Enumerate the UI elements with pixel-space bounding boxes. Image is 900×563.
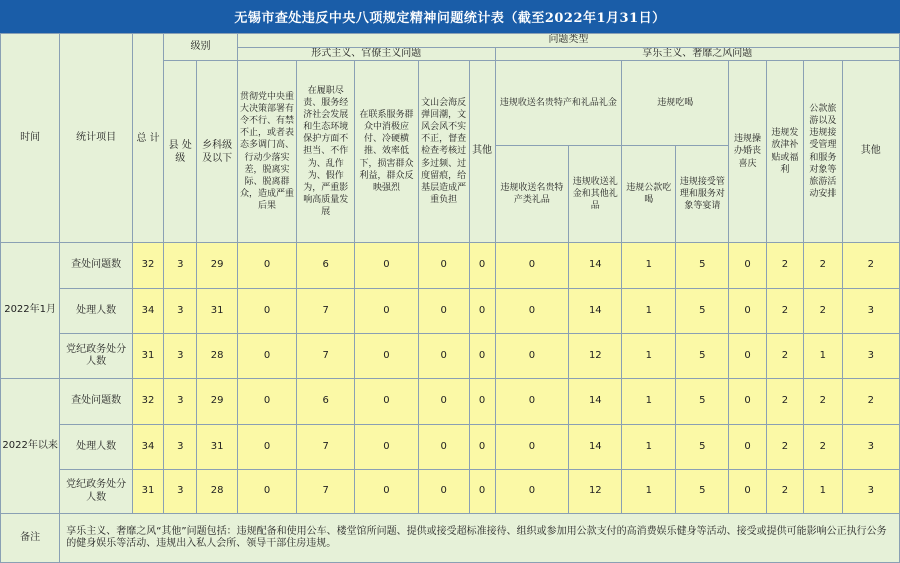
value-cell: 14 (569, 425, 622, 470)
value-cell: 29 (197, 379, 238, 425)
value-cell: 3 (842, 334, 899, 379)
value-cell: 2 (804, 243, 842, 289)
note-label: 备注 (1, 514, 60, 563)
value-cell: 0 (418, 425, 469, 470)
value-cell: 0 (418, 379, 469, 425)
value-cell: 0 (237, 425, 296, 470)
table-row (1, 243, 900, 289)
value-cell: 28 (197, 470, 238, 514)
value-cell: 32 (132, 243, 163, 289)
period-label: 2022年1月 (1, 243, 60, 379)
value-cell: 2 (766, 334, 803, 379)
value-cell: 0 (355, 425, 418, 470)
value-cell: 1 (622, 425, 676, 470)
value-cell: 0 (237, 470, 296, 514)
formalism-col-2: 在履职尽责、服务经济社会发展和生态环境保护方面不担当、不作为、乱作为、假作为，严重影响高质量发展 (297, 61, 355, 243)
value-cell: 7 (297, 470, 355, 514)
table-row (1, 289, 900, 334)
value-cell: 0 (418, 334, 469, 379)
value-cell: 0 (355, 334, 418, 379)
value-cell: 34 (132, 425, 163, 470)
row-label: 党纪政务处分人数 (60, 334, 133, 379)
value-cell: 3 (164, 334, 197, 379)
value-cell: 7 (297, 425, 355, 470)
value-cell: 2 (766, 425, 803, 470)
total-header: 总 计 (132, 34, 163, 243)
value-cell: 0 (418, 470, 469, 514)
value-cell: 0 (469, 243, 495, 289)
county-level-header: 县 处 级 (164, 61, 197, 243)
value-cell: 0 (495, 379, 569, 425)
value-cell: 0 (495, 243, 569, 289)
value-cell: 5 (676, 289, 729, 334)
value-cell: 0 (729, 289, 766, 334)
subsidy-header: 违规发放津补贴或福利 (766, 61, 803, 243)
row-label: 查处问题数 (60, 243, 133, 289)
gift-sub-2: 违规收送礼金和其他礼品 (569, 146, 622, 243)
value-cell: 5 (676, 334, 729, 379)
formalism-other: 其他 (469, 61, 495, 243)
value-cell: 0 (237, 289, 296, 334)
township-level-header: 乡科级及以下 (197, 61, 238, 243)
value-cell: 2 (804, 289, 842, 334)
value-cell: 0 (355, 379, 418, 425)
value-cell: 29 (197, 243, 238, 289)
value-cell: 1 (622, 289, 676, 334)
value-cell: 3 (842, 289, 899, 334)
value-cell: 5 (676, 243, 729, 289)
value-cell: 6 (297, 243, 355, 289)
value-cell: 2 (842, 379, 899, 425)
value-cell: 0 (495, 470, 569, 514)
eating-header: 违规吃喝 (622, 61, 729, 146)
value-cell: 3 (842, 470, 899, 514)
value-cell: 0 (729, 470, 766, 514)
hedonism-other: 其他 (842, 61, 899, 243)
value-cell: 0 (729, 334, 766, 379)
table-row (1, 470, 900, 514)
value-cell: 0 (469, 334, 495, 379)
value-cell: 5 (676, 379, 729, 425)
row-label: 党纪政务处分人数 (60, 470, 133, 514)
value-cell: 31 (197, 425, 238, 470)
time-header: 时间 (1, 34, 60, 243)
value-cell: 0 (469, 470, 495, 514)
value-cell: 14 (569, 289, 622, 334)
value-cell: 3 (164, 379, 197, 425)
value-cell: 0 (355, 289, 418, 334)
level-header: 级别 (164, 34, 238, 61)
value-cell: 31 (197, 289, 238, 334)
problem-type-header: 问题类型 (237, 34, 899, 48)
value-cell: 2 (842, 243, 899, 289)
value-cell: 1 (804, 470, 842, 514)
value-cell: 0 (418, 243, 469, 289)
value-cell: 2 (804, 425, 842, 470)
item-header: 统计项目 (60, 34, 133, 243)
value-cell: 12 (569, 470, 622, 514)
value-cell: 0 (237, 379, 296, 425)
value-cell: 28 (197, 334, 238, 379)
value-cell: 5 (676, 470, 729, 514)
formalism-header: 形式主义、官僚主义问题 (237, 47, 495, 61)
value-cell: 31 (132, 470, 163, 514)
value-cell: 0 (237, 334, 296, 379)
value-cell: 1 (622, 334, 676, 379)
table-row (1, 425, 900, 470)
row-label: 处理人数 (60, 289, 133, 334)
gift-sub-1: 违规收送名贵特产类礼品 (495, 146, 569, 243)
table-row (1, 379, 900, 425)
hedonism-header: 享乐主义、奢靡之风问题 (495, 47, 899, 61)
value-cell: 1 (622, 243, 676, 289)
value-cell: 12 (569, 334, 622, 379)
value-cell: 0 (495, 425, 569, 470)
value-cell: 1 (804, 334, 842, 379)
wedding-header: 违规操办婚丧喜庆 (729, 61, 766, 243)
value-cell: 0 (418, 289, 469, 334)
value-cell: 31 (132, 334, 163, 379)
formalism-col-4: 文山会海反弹回潮，文风会风不实不正，督查检查考核过多过频、过度留痕，给基层造成严重负担 (418, 61, 469, 243)
value-cell: 7 (297, 334, 355, 379)
row-label: 查处问题数 (60, 379, 133, 425)
value-cell: 5 (676, 425, 729, 470)
eating-sub-2: 违规接受管理和服务对象等宴请 (676, 146, 729, 243)
value-cell: 14 (569, 379, 622, 425)
gift-header: 违规收送名贵特产和礼品礼金 (495, 61, 622, 146)
value-cell: 3 (164, 243, 197, 289)
formalism-col-1: 贯彻党中央重大决策部署有令不行、有禁不止，或者表态多调门高、行动少落实差，脱离实际、脱离群众，造成严重后果 (237, 61, 296, 243)
value-cell: 2 (766, 289, 803, 334)
value-cell: 0 (469, 289, 495, 334)
value-cell: 2 (804, 379, 842, 425)
eating-sub-1: 违规公款吃喝 (622, 146, 676, 243)
data-rows (1, 243, 900, 514)
value-cell: 0 (355, 243, 418, 289)
value-cell: 0 (495, 289, 569, 334)
value-cell: 3 (164, 425, 197, 470)
statistics-table (0, 33, 900, 563)
value-cell: 2 (766, 379, 803, 425)
table-title: 无锡市查处违反中央八项规定精神问题统计表（截至2022年1月31日） (0, 0, 900, 33)
value-cell: 0 (729, 243, 766, 289)
value-cell: 0 (237, 243, 296, 289)
value-cell: 2 (766, 470, 803, 514)
value-cell: 32 (132, 379, 163, 425)
period-label: 2022年以来 (1, 379, 60, 514)
value-cell: 0 (469, 379, 495, 425)
value-cell: 34 (132, 289, 163, 334)
value-cell: 6 (297, 379, 355, 425)
value-cell: 3 (164, 470, 197, 514)
value-cell: 0 (355, 470, 418, 514)
value-cell: 0 (729, 379, 766, 425)
value-cell: 3 (164, 289, 197, 334)
travel-header: 公款旅游以及违规接受管理和服务对象等旅游活动安排 (804, 61, 842, 243)
table-row (1, 334, 900, 379)
value-cell: 0 (469, 425, 495, 470)
formalism-col-3: 在联系服务群众中消极应付、冷硬横推、效率低下，损害群众利益，群众反映强烈 (355, 61, 418, 243)
value-cell: 1 (622, 379, 676, 425)
value-cell: 3 (842, 425, 899, 470)
value-cell: 1 (622, 470, 676, 514)
value-cell: 7 (297, 289, 355, 334)
value-cell: 0 (495, 334, 569, 379)
value-cell: 2 (766, 243, 803, 289)
note-text: 享乐主义、奢靡之风“其他”问题包括：违规配备和使用公车、楼堂馆所问题、提供或接受超标准接待、组织或参加用公款支付的高消费娱乐健身等活动、接受或提供可能影响公正执行公务的健身娱乐等活动、违规出入私人会所、领导干部住房违规。 (60, 514, 900, 563)
value-cell: 0 (729, 425, 766, 470)
value-cell: 14 (569, 243, 622, 289)
row-label: 处理人数 (60, 425, 133, 470)
